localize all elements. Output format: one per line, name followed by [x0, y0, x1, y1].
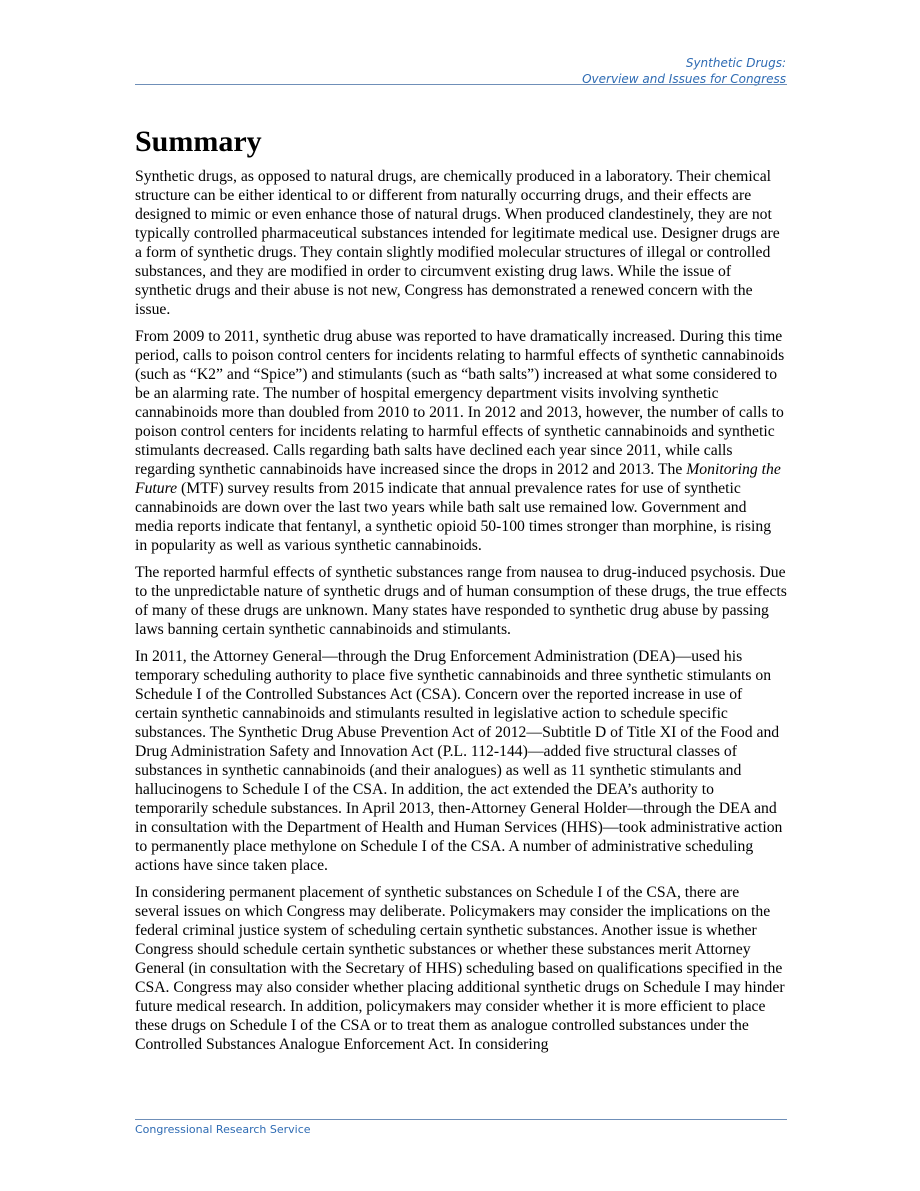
- summary-paragraph-4: In 2011, the Attorney General—through the Drug Enforcement Administration (DEA)—used his temporary scheduling authority to place five synthetic cannabinoids and three synthetic stimulants on Schedule I of the Controlled Substances Act (CSA). Concern over the reported increase in use of certain synthetic cannabinoids and stimulants resulted in legislative action to schedule specific substances. The Synthetic Drug Abuse Prevention Act of 2012—Subtitle D of Title XI of the Food and Drug Administration Safety and Innovation Act (P.L. 112-144)—added five structural classes of substances in synthetic cannabinoids (and their analogues) as well as 11 synthetic stimulants and hallucinogens to Schedule I of the CSA. In addition, the act extended the DEA’s authority to temporarily schedule substances. In April 2013, then-Attorney General Holder—through the DEA and in consultation with the Department of Health and Human Services (HHS)—took administrative action to permanently place methylone on Schedule I of the CSA. A number of administrative scheduling actions have since taken place.: [135, 648, 783, 874]
- summary-paragraph-1: Synthetic drugs, as opposed to natural drugs, are chemically produced in a laboratory. Their chemical structure can be either identical to or different from naturally occurring drugs, and their effects are designed to mimic or even enhance those of natural drugs. When produced clandestinely, they are not typically controlled pharmaceutical substances intended for legitimate medical use. Designer drugs are a form of synthetic drugs. They contain slightly modified molecular structures of illegal or controlled substances, and they are modified in order to circumvent existing drug laws. While the issue of synthetic drugs and their abuse is not new, Congress has demonstrated a renewed concern with the issue.: [135, 168, 780, 318]
- summary-paragraph-2: [135, 327, 787, 555]
- paragraph-2-text-a: From 2009 to 2011, synthetic drug abuse was reported to have dramatically increased. During this time period, calls to poison control centers for incidents relating to harmful effects of synthetic cannabinoids (such as “K2” and “Spice”) and stimulants (such as “bath salts”) increased at what some considered to be an alarming rate. The number of hospital emergency department visits involving synthetic cannabinoids more than doubled from 2010 to 2011. In 2012 and 2013, however, the number of calls to poison control centers for incidents relating to harmful effects of synthetic cannabinoids and synthetic stimulants decreased. Calls regarding bath salts have declined each year since 2011, while calls regarding synthetic cannabinoids have increased since the drops in 2012 and 2013. The: [135, 328, 785, 478]
- footer-organization: Congressional Research Service: [135, 1123, 311, 1136]
- paragraph-2-text-b: (MTF) survey results from 2015 indicate that annual prevalence rates for use of synthetic cannabinoids are down over the last two years while bath salt use remained low. Government and media reports indicate that fentanyl, a synthetic opioid 50-100 times stronger than morphine, is rising in popularity as well as various synthetic cannabinoids.: [135, 480, 772, 554]
- footer-divider: [135, 1119, 787, 1120]
- publication-title-mtf: Monitoring the Future: [135, 461, 781, 497]
- running-header-line-2: Overview and Issues for Congress: [582, 72, 786, 86]
- running-header: [135, 55, 786, 87]
- summary-paragraph-5: In considering permanent placement of synthetic substances on Schedule I of the CSA, there are several issues on which Congress may deliberate. Policymakers may consider the implications on the federal criminal justice system of scheduling certain synthetic substances. Another issue is whether Congress should schedule certain synthetic substances or whether these substances merit Attorney General (in consultation with the Secretary of HHS) scheduling based on qualifications specified in the CSA. Congress may also consider whether placing additional synthetic drugs on Schedule I may hinder future medical research. In addition, policymakers may consider whether it is more efficient to place these drugs on Schedule I of the CSA or to treat them as analogue controlled substances under the Controlled Substances Analogue Enforcement Act. In considering: [135, 884, 785, 1053]
- running-header-line-1: Synthetic Drugs:: [685, 56, 786, 70]
- summary-paragraph-3: The reported harmful effects of synthetic substances range from nausea to drug-induced psychosis. Due to the unpredictable nature of synthetic drugs and of human consumption of these drugs, the true effects of many of these drugs are unknown. Many states have responded to synthetic drug abuse by passing laws banning certain synthetic cannabinoids and stimulants.: [135, 564, 787, 638]
- section-heading-summary: Summary: [135, 125, 262, 158]
- header-divider: [135, 84, 787, 85]
- summary-body: [135, 167, 787, 1062]
